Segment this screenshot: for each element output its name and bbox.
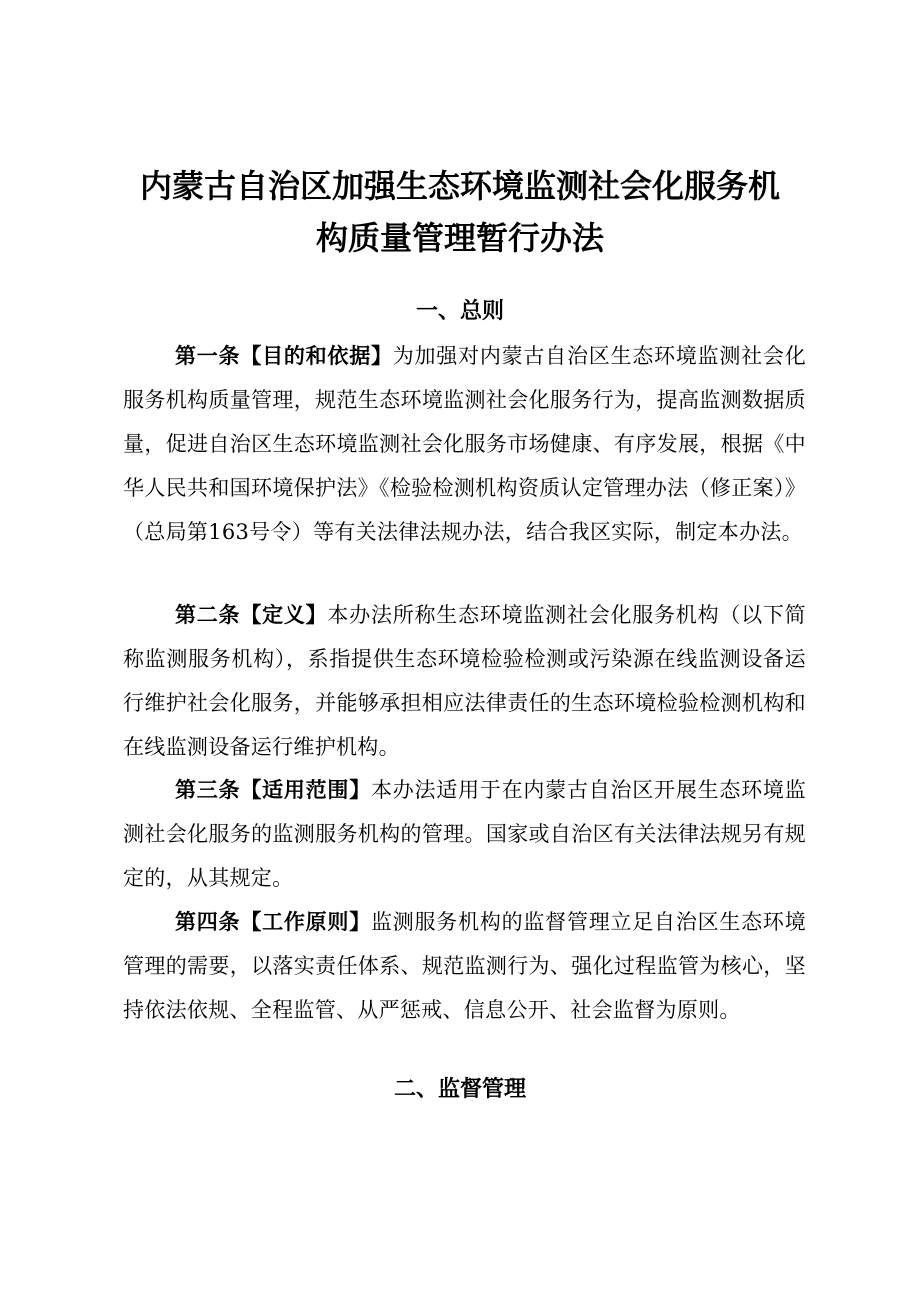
article-4 (123, 878, 806, 1032)
article-1-text: 为加强对内蒙古自治区生态环境监测社会化服务机构质量管理，规范生态环境监测社会化服务行为，提高监测数据质量，促进自治区生态环境监测社会化服务市场健康、有序发展，根据《中华人民共和国环境保护法》《检验检测机构资质认定管理办法（修正案）》（总局第163号令）等有关法律法规办法，结合我区实际，制定本办法。 (123, 344, 806, 544)
title-line-2: 构质量管理暂行办法 (315, 219, 604, 257)
article-4-text: 监测服务机构的监督管理立足自治区生态环境管理的需要，以落实责任体系、规范监测行为、强化过程监管为核心，坚持依法依规、全程监管、从严惩戒、信息公开、社会监督为原则。 (123, 910, 807, 1022)
article-2-label: 第二条【定义】 (175, 603, 328, 627)
document-title (100, 160, 820, 264)
article-2 (123, 571, 806, 769)
article-4-label: 第四条【工作原则】 (175, 910, 371, 934)
article-3 (123, 746, 806, 900)
section-heading-supervision: 二、监督管理 (393, 1077, 526, 1102)
article-3-text: 本办法适用于在内蒙古自治区开展生态环境监测社会化服务的监测服务机构的管理。国家或自治区有关法律法规另有规定的，从其规定。 (123, 778, 807, 890)
title-line-1: 内蒙古自治区加强生态环境监测社会化服务机 (139, 167, 780, 205)
section-heading-general: 一、总则 (415, 299, 504, 324)
article-1 (123, 312, 806, 554)
article-3-label: 第三条【适用范围】 (175, 778, 371, 802)
article-2-text: 本办法所称生态环境监测社会化服务机构（以下简称监测服务机构），系指提供生态环境检验检测或污染源在线监测设备运行维护社会化服务，并能够承担相应法律责任的生态环境检验检测机构和在线监测设备运行维护机构。 (123, 603, 806, 759)
article-1-label: 第一条【目的和依据】 (175, 344, 393, 368)
